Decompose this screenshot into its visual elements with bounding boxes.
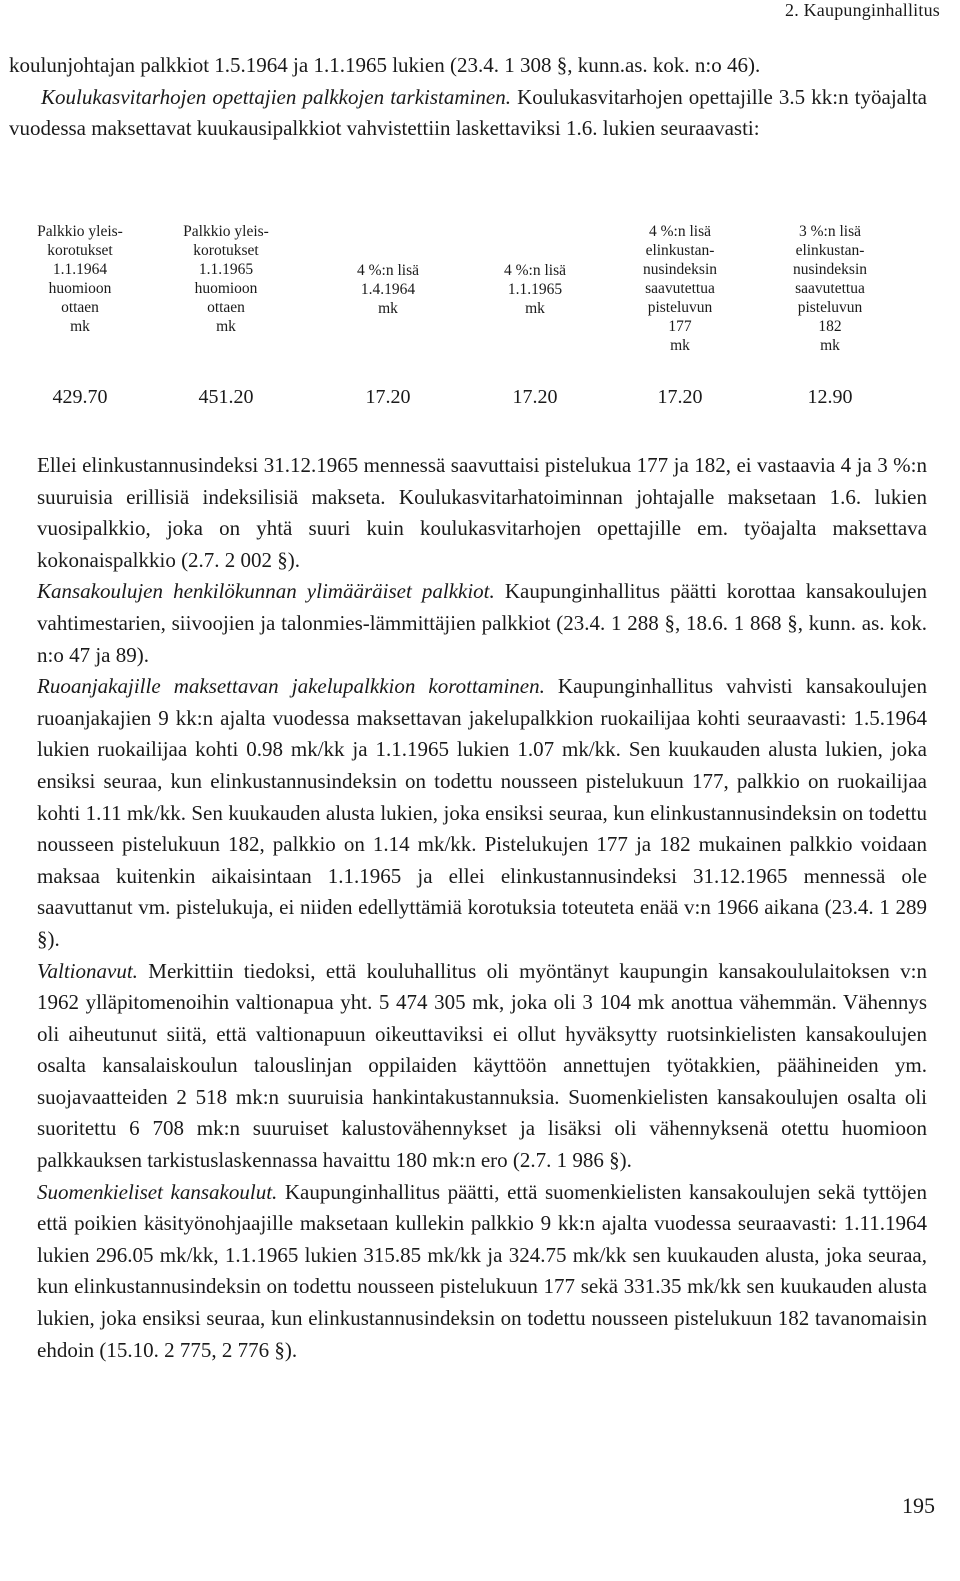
column-header-line: Palkkio yleis-	[183, 223, 269, 240]
paragraph-henkilokunta	[37, 576, 927, 671]
table-column-2	[166, 222, 286, 408]
column-header-line: 4 %:n lisä	[357, 262, 419, 279]
section-heading: Ruoanjakajille maksettavan jakelupalkkion korottaminen.	[37, 674, 545, 699]
column-header-line: nusindeksin	[642, 261, 718, 278]
body-text	[37, 450, 927, 1366]
column-header-line: huomioon	[48, 280, 112, 297]
column-header-line: nusindeksin	[792, 261, 868, 278]
column-header-line: mk	[525, 300, 545, 317]
column-header-line: 4 %:n lisä	[504, 262, 566, 279]
lead-text	[9, 50, 927, 145]
section-text: Koulukasvitarhojen opettajille 3.5 kk:n työajalta vuodessa maksettavat kuukausipalkkiot vahvistettiin laskettaviksi 1.6. lukien seuraavasti:	[9, 84, 927, 140]
page-number: 195	[902, 1493, 935, 1518]
column-header-line: elinkustan-	[645, 242, 715, 259]
column-value: 17.20	[512, 386, 558, 408]
column-value: 451.20	[198, 386, 254, 408]
section-text: Merkittiin tiedoksi, että kouluhallitus oli myöntänyt kaupungin kansakoululaitoksen v:n 1962 ylläpitomenoihin valtionapua yht. 5 474 305 mk, joka oli 3 104 mk anottua vähemmän. Vähennys oli aiheutunut siitä, että valtionapuun oikeuttaviksi ei ollut hyväksytty ruotsinkielisten kansakoulujen osalta kansalaiskoulun talouslinjan oppilaiden käyttöön annettujen työtakkien, päähineiden ym. suojavaatteiden 2 518 mk:n suuruisia hankintakustannuksia. Suomenkielisten kansakoulujen osalta oli suoritettu 6 708 mk:n suuruiset kalustovähennykset ja lisäksi oli vähennyksenä otettu huomioon palkkauksen tarkistuslaskennassa havaittu 180 mk:n ero (2.7. 1 986 §).	[37, 958, 927, 1173]
table-column-3	[328, 261, 448, 408]
paragraph-ruoanjakajat	[37, 671, 927, 955]
running-head: 2. Kaupunginhallitus	[785, 0, 940, 20]
column-header-line: korotukset	[47, 242, 113, 259]
column-header-line: 177	[668, 318, 692, 335]
section-heading: Koulukasvitarhojen opettajien palkkojen tarkistaminen.	[41, 84, 511, 109]
section-heading: Kansakoulujen henkilökunnan ylimääräiset palkkiot.	[37, 579, 495, 604]
section-text: Kaupunginhallitus päätti korottaa kansakoulujen vahtimestarien, siivoojien ja talonmies-lämmittäjien palkkiot (23.4. 1 288 §, 18.6. 1 868 §, kunn. as. kok. n:o 47 ja 89).	[37, 579, 928, 667]
column-header-line: Palkkio yleis-	[37, 223, 123, 240]
column-value: 429.70	[52, 386, 108, 408]
column-value: 17.20	[657, 386, 703, 408]
column-header-line: 4 %:n lisä	[649, 223, 711, 240]
section-text: Kaupunginhallitus päätti, että suomenkielisten kansakoulujen sekä tyttöjen että poikien käsityönohjaajille maksetaan kullekin palkkio 9 kk:n ajalta vuodessa seuraavasti: 1.11.1964 lukien 296.05 mk/kk, 1.1.1965 lukien 315.85 mk/kk ja 324.75 mk/kk sen kuukauden alusta, joka seuraa, kun elinkustannusindeksin on todettu nousseen pistelukuun 177 sekä 331.35 mk/kk sen kuukauden alusta lukien, joka ensiksi seuraa, kun elinkustannusindeksin on todettu nousseen pistelukuun 182 tavanomaisin ehdoin (15.10. 2 775, 2 776 §).	[37, 1179, 927, 1362]
column-header-line: pisteluvun	[797, 299, 863, 316]
section-heading: Suomenkieliset kansakoulut.	[37, 1179, 278, 1204]
section-text: Kaupunginhallitus vahvisti kansakoulujen ruoanjakajien 9 kk:n ajalta vuodessa maksettavan jakelupalkkion ruokailijaa kohti seuraavasti: 1.5.1964 lukien ruokailijaa kohti 0.98 mk/kk ja 1.1.1965 lukien 1.07 mk/kk. Sen kuukauden alusta lukien, joka ensiksi seuraa, kun elinkustannusindeksin on todettu nousseen pistelukuun 177, palkkio on ruokailijaa kohti 1.11 mk/kk. Sen kuukauden alusta lukien, joka ensiksi seuraa, kun elinkustannusindeksin on todettu nousseen pistelukuun 182, palkkio on 1.14 mk/kk. Pistelukujen 177 ja 182 mukainen palkkio voidaan maksaa kuitenkin aikaisintaan 1.1.1965 ja ellei elinkustannusindeksi 31.12.1965 mennessä ole saavuttanut vm. pistelukuja, ei niiden edellyttämiä korotuksia toteuteta enää v:n 1966 aikana (23.4. 1 289 §).	[37, 674, 928, 951]
table-column-4	[475, 261, 595, 408]
column-header-line: mk	[378, 300, 398, 317]
column-header-line: saavutettua	[795, 280, 865, 297]
section-paragraph-koulukasvitarhat	[9, 82, 927, 145]
column-header-line: 1.1.1964	[52, 261, 108, 278]
column-header-line: huomioon	[194, 280, 258, 297]
column-header-line: mk	[70, 318, 90, 335]
column-value: 17.20	[365, 386, 411, 408]
column-header-line: elinkustan-	[795, 242, 865, 259]
column-header-line: ottaen	[207, 299, 245, 316]
column-value: 12.90	[807, 386, 853, 408]
paragraph-valtionavut	[37, 956, 927, 1177]
section-heading: Valtionavut.	[37, 958, 138, 983]
column-header-line: 1.1.1965	[507, 281, 563, 298]
column-header-line: 182	[818, 318, 842, 335]
table-column-6	[765, 222, 895, 408]
table-column-5	[615, 222, 745, 408]
column-header-line: mk	[820, 337, 840, 354]
column-header-line: mk	[216, 318, 236, 335]
table-column-1	[20, 222, 140, 408]
paragraph-suomenkieliset	[37, 1177, 927, 1367]
carryover-paragraph: koulunjohtajan palkkiot 1.5.1964 ja 1.1.1965 lukien (23.4. 1 308 §, kunn.as. kok. n:o 46).	[9, 53, 761, 77]
column-header-line: pisteluvun	[647, 299, 713, 316]
column-header-line: mk	[670, 337, 690, 354]
column-header-line: 1.4.1964	[360, 281, 416, 298]
column-header-line: saavutettua	[645, 280, 715, 297]
column-header-line: 1.1.1965	[198, 261, 254, 278]
column-header-line: ottaen	[61, 299, 99, 316]
column-header-line: 3 %:n lisä	[799, 223, 861, 240]
paragraph-indeksi: Ellei elinkustannusindeksi 31.12.1965 mennessä saavuttaisi pistelukua 177 ja 182, ei vastaavia 4 ja 3 %:n suuruisia erillisiä indeksilisiä makseta. Koulukasvitarhatoiminnan johtajalle maksetaan 1.6. lukien vuosipalkkio, joka on yhtä suuri kuin koulukasvitarhojen opettajille em. työajalta maksettava kokonaispalkkio (2.7. 2 002 §).	[37, 453, 927, 572]
column-header-line: korotukset	[193, 242, 259, 259]
